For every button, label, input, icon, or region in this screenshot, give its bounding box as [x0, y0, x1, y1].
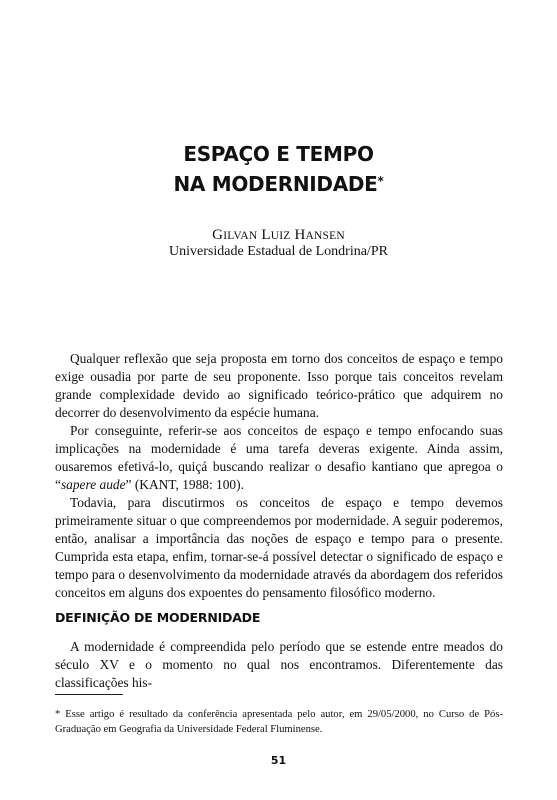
intro-paragraph-2	[55, 422, 503, 494]
intro-p2-text-a: Por conseguinte, referir-se aos conceitos de espaço e tempo enfocando suas implicações na modernidade é uma tarefa deveras exigente. Ainda assim, ousaremos efetivá-lo, quiçá buscando realizar o desafio kantiano que apregoa o “	[55, 423, 503, 492]
section-heading: DEFINIÇÃO DE MODERNIDADE	[55, 610, 261, 625]
title-footnote-marker: *	[377, 174, 384, 188]
author-last-rest: ANSEN	[305, 230, 345, 242]
article-title-line-2	[0, 169, 557, 199]
author-name	[0, 227, 557, 244]
author-affiliation: Universidade Estadual de Londrina/PR	[169, 244, 388, 259]
page-number: 51	[270, 754, 287, 767]
author-middle-initial: L	[261, 227, 271, 243]
introduction	[55, 350, 503, 602]
author-last-initial: H	[294, 227, 306, 243]
section-body	[55, 638, 503, 692]
title-text-1: ESPAÇO E TEMPO	[183, 142, 374, 166]
author-first-rest: ILVAN	[223, 230, 258, 242]
footnote-divider	[55, 694, 123, 695]
title-text-2: NA MODERNIDADE	[173, 172, 378, 196]
footnote: * Esse artigo é resultado da conferência apresentada pelo autor, em 29/05/2000, no Curso de Pós-Graduação em Geografia da Universidade Federal Fluminense.	[55, 709, 503, 735]
author-middle-rest: UIZ	[270, 230, 291, 242]
article-title-line-1	[0, 139, 557, 169]
intro-paragraph-3: Todavia, para discutirmos os conceitos de espaço e tempo devemos primeiramente situar o que compreendemos por modernidade. A seguir poderemos, então, analisar a importância das noções de espaço e tempo para o presente. Cumprida esta etapa, enfim, tornar-se-á possível detectar o significado de espaço e tempo para o desenvolvimento da modernidade através da abordagem dos referidos conceitos em alguns dos expoentes do pensamento filosófico moderno.	[55, 495, 503, 600]
section-paragraph-1: A modernidade é compreendida pelo período que se estende entre meados do século XV e o momento no qual nos encontramos. Diferentemente das classificações his-	[55, 639, 503, 690]
intro-paragraph-1: Qualquer reflexão que seja proposta em torno dos conceitos de espaço e tempo exige ousadia por parte de seu proponente. Isso porque tais conceitos revelam grande complexidade devido ao significado teórico-prático que adquirem no decorrer do desenvolvimento da espécie humana.	[55, 351, 503, 420]
intro-p2-latin-phrase: sapere aude	[60, 477, 126, 492]
author-first-initial: G	[212, 227, 224, 243]
intro-p2-text-b: ” (KANT, 1988: 100).	[125, 477, 244, 492]
